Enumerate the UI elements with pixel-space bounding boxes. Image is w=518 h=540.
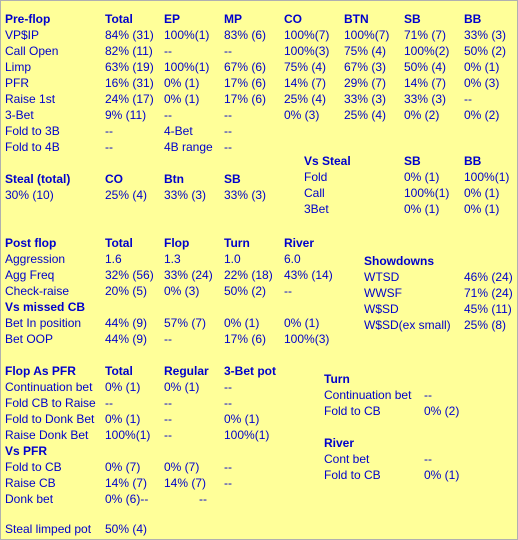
- preflop-cell: 29% (7): [344, 76, 387, 90]
- showdowns-value: 71% (24): [464, 286, 513, 300]
- preflop-cell: --: [224, 124, 232, 138]
- vs-steal-cell: 100%(1): [464, 170, 510, 184]
- showdowns-row-label: W$SD: [364, 302, 399, 316]
- postflop-col-header: Flop: [164, 236, 190, 250]
- flop-pfr-col-header: Regular: [164, 364, 209, 378]
- flop-pfr-cell: 0% (1): [164, 380, 200, 394]
- preflop-cell: 4-Bet: [164, 124, 193, 138]
- postflop-cell: 1.6: [105, 252, 122, 266]
- preflop-cell: 100%(7): [344, 28, 390, 42]
- missed-cb-cell: 0% (1): [224, 316, 260, 330]
- vs-pfr-cell: --: [224, 476, 232, 490]
- flop-pfr-cell: 100%(1): [105, 428, 151, 442]
- preflop-cell: --: [464, 92, 472, 106]
- preflop-cell: 0% (1): [164, 76, 200, 90]
- missed-cb-heading: Vs missed CB: [5, 300, 86, 314]
- preflop-col-header: Total: [105, 12, 133, 26]
- postflop-row-label: Check-raise: [5, 284, 70, 298]
- showdowns-row-label: WWSF: [364, 286, 402, 300]
- flop-pfr-cell: --: [164, 428, 172, 442]
- vs-pfr-row-label: Fold to CB: [5, 460, 62, 474]
- preflop-cell: 67% (6): [224, 60, 267, 74]
- vs-pfr-cell: 0% (7): [105, 460, 141, 474]
- river-row-label: Fold to CB: [324, 468, 381, 482]
- flop-pfr-col-header: 3-Bet pot: [224, 364, 276, 378]
- vs-pfr-cell: 0% (6)--: [105, 492, 149, 506]
- vs-steal-row-label: Fold: [304, 170, 328, 184]
- flop-pfr-cell: 0% (1): [105, 412, 141, 426]
- vs-steal-cell: 0% (1): [404, 170, 440, 184]
- flop-pfr-row-label: Fold to Donk Bet: [5, 412, 95, 426]
- preflop-cell: 100%(1): [164, 28, 210, 42]
- vs-pfr-heading: Vs PFR: [5, 444, 48, 458]
- vs-steal-heading: Vs Steal: [304, 154, 351, 168]
- preflop-cell: --: [105, 124, 113, 138]
- turn-row-label: Continuation bet: [324, 388, 412, 402]
- vs-steal-cell: 0% (1): [464, 186, 500, 200]
- postflop-cell: 6.0: [284, 252, 301, 266]
- steal-col-header: CO: [105, 172, 123, 186]
- preflop-cell: 9% (11): [105, 108, 147, 122]
- preflop-col-header: EP: [164, 12, 181, 26]
- showdowns-row-label: W$SD(ex small): [364, 318, 451, 332]
- flop-pfr-cell: 100%(1): [224, 428, 270, 442]
- showdowns-value: 25% (8): [464, 318, 507, 332]
- vs-steal-col-header: BB: [464, 154, 482, 168]
- preflop-cell: 33% (3): [344, 92, 387, 106]
- showdowns-value: 45% (11): [464, 302, 512, 316]
- postflop-col-header: Total: [105, 236, 133, 250]
- preflop-row-label: Raise 1st: [5, 92, 56, 106]
- vs-steal-row-label: Call: [304, 186, 325, 200]
- preflop-row-label: VP$IP: [5, 28, 40, 42]
- postflop-cell: 43% (14): [284, 268, 333, 282]
- preflop-row-label: 3-Bet: [5, 108, 34, 122]
- flop-pfr-cell: --: [105, 396, 113, 410]
- preflop-row-label: Call Open: [5, 44, 59, 58]
- preflop-cell: 14% (7): [404, 76, 447, 90]
- postflop-cell: 1.3: [164, 252, 181, 266]
- vs-pfr-cell: 14% (7): [105, 476, 148, 490]
- preflop-cell: 0% (1): [164, 92, 200, 106]
- preflop-col-header: MP: [224, 12, 242, 26]
- postflop-cell: 32% (56): [105, 268, 154, 282]
- preflop-cell: 0% (2): [404, 108, 440, 122]
- missed-cb-cell: 44% (9): [105, 332, 148, 346]
- postflop-heading: Post flop: [5, 236, 57, 250]
- flop-pfr-cell: --: [224, 380, 232, 394]
- vs-pfr-cell: 14% (7): [164, 476, 207, 490]
- postflop-cell: 22% (18): [224, 268, 273, 282]
- preflop-cell: 25% (4): [344, 108, 387, 122]
- preflop-row-label: Limp: [5, 60, 32, 74]
- preflop-cell: 71% (7): [404, 28, 447, 42]
- preflop-cell: 0% (2): [464, 108, 500, 122]
- turn-row-label: Fold to CB: [324, 404, 381, 418]
- preflop-cell: 4B range: [164, 140, 213, 154]
- showdowns-heading: Showdowns: [364, 254, 434, 268]
- preflop-cell: 16% (31): [105, 76, 154, 90]
- flop-pfr-heading: Flop As PFR: [5, 364, 76, 378]
- preflop-cell: 33% (3): [404, 92, 447, 106]
- preflop-cell: --: [224, 140, 232, 154]
- missed-cb-cell: 44% (9): [105, 316, 148, 330]
- missed-cb-cell: 57% (7): [164, 316, 207, 330]
- flop-pfr-cell: 0% (1): [224, 412, 260, 426]
- postflop-cell: 0% (3): [164, 284, 200, 298]
- preflop-cell: 24% (17): [105, 92, 154, 106]
- preflop-col-header: CO: [284, 12, 302, 26]
- vs-steal-col-header: SB: [404, 154, 421, 168]
- missed-cb-cell: 100%(3): [284, 332, 330, 346]
- preflop-col-header: BTN: [344, 12, 369, 26]
- vs-pfr-row-label: Donk bet: [5, 492, 54, 506]
- flop-pfr-row-label: Fold CB to Raise: [5, 396, 96, 410]
- preflop-cell: --: [164, 44, 172, 58]
- preflop-cell: 63% (19): [105, 60, 154, 74]
- steal-col-header: SB: [224, 172, 241, 186]
- postflop-cell: 50% (2): [224, 284, 267, 298]
- postflop-col-header: Turn: [224, 236, 250, 250]
- flop-pfr-cell: --: [224, 396, 232, 410]
- missed-cb-row-label: Bet In position: [5, 316, 82, 330]
- preflop-row-label: PFR: [5, 76, 29, 90]
- flop-pfr-row-label: Raise Donk Bet: [5, 428, 89, 442]
- missed-cb-cell: 17% (6): [224, 332, 267, 346]
- turn-heading: Turn: [324, 372, 350, 386]
- preflop-col-header: SB: [404, 12, 421, 26]
- preflop-col-header: BB: [464, 12, 482, 26]
- steal-limped-label: Steal limped pot: [5, 522, 92, 536]
- postflop-cell: 1.0: [224, 252, 241, 266]
- preflop-cell: 17% (6): [224, 92, 267, 106]
- vs-steal-cell: 0% (1): [464, 202, 500, 216]
- preflop-cell: 50% (4): [404, 60, 447, 74]
- postflop-col-header: River: [284, 236, 315, 250]
- vs-steal-row-label: 3Bet: [304, 202, 329, 216]
- missed-cb-row-label: Bet OOP: [5, 332, 54, 346]
- steal-heading: Steal (total): [5, 172, 71, 186]
- preflop-cell: 0% (1): [464, 60, 500, 74]
- flop-pfr-cell: 0% (1): [105, 380, 141, 394]
- vs-pfr-row-label: Raise CB: [5, 476, 56, 490]
- preflop-cell: 75% (4): [284, 60, 327, 74]
- vs-steal-cell: 0% (1): [404, 202, 440, 216]
- preflop-heading: Pre-flop: [5, 12, 51, 26]
- preflop-cell: 33% (3): [464, 28, 507, 42]
- preflop-cell: 100%(7): [284, 28, 330, 42]
- flop-pfr-cell: --: [164, 396, 172, 410]
- preflop-cell: 0% (3): [464, 76, 500, 90]
- steal-col-header: Btn: [164, 172, 184, 186]
- preflop-cell: 84% (31): [105, 28, 154, 42]
- showdowns-row-label: WTSD: [364, 270, 400, 284]
- preflop-cell: 67% (3): [344, 60, 387, 74]
- steal-cell: 33% (3): [164, 188, 207, 202]
- vs-steal-cell: 100%(1): [404, 186, 450, 200]
- missed-cb-cell: 0% (1): [284, 316, 320, 330]
- river-row-label: Cont bet: [324, 452, 370, 466]
- river-value: 0% (1): [424, 468, 460, 482]
- missed-cb-cell: --: [164, 332, 172, 346]
- preflop-row-label: Fold to 4B: [5, 140, 60, 154]
- vs-pfr-cell: --: [199, 492, 207, 506]
- postflop-row-label: Agg Freq: [5, 268, 55, 282]
- preflop-cell: 75% (4): [344, 44, 387, 58]
- river-heading: River: [324, 436, 355, 450]
- river-value: --: [424, 452, 432, 466]
- preflop-cell: --: [224, 44, 232, 58]
- showdowns-value: 46% (24): [464, 270, 513, 284]
- turn-value: --: [424, 388, 432, 402]
- flop-pfr-cell: --: [164, 412, 172, 426]
- postflop-cell: 33% (24): [164, 268, 213, 282]
- flop-pfr-row-label: Continuation bet: [5, 380, 93, 394]
- preflop-cell: 50% (2): [464, 44, 507, 58]
- steal-cell: 25% (4): [105, 188, 148, 202]
- preflop-cell: 0% (3): [284, 108, 320, 122]
- turn-value: 0% (2): [424, 404, 460, 418]
- vs-pfr-cell: 0% (7): [164, 460, 200, 474]
- preflop-cell: 83% (6): [224, 28, 267, 42]
- postflop-cell: --: [284, 284, 292, 298]
- preflop-cell: --: [224, 108, 232, 122]
- preflop-cell: 100%(2): [404, 44, 450, 58]
- preflop-cell: 17% (6): [224, 76, 267, 90]
- preflop-row-label: Fold to 3B: [5, 124, 60, 138]
- preflop-cell: 100%(1): [164, 60, 210, 74]
- postflop-row-label: Aggression: [5, 252, 66, 266]
- steal-cell: 33% (3): [224, 188, 267, 202]
- preflop-cell: 82% (11): [105, 44, 153, 58]
- steal-limped-value: 50% (4): [105, 522, 148, 536]
- preflop-cell: 25% (4): [284, 92, 327, 106]
- preflop-cell: --: [164, 108, 172, 122]
- postflop-cell: 20% (5): [105, 284, 148, 298]
- preflop-cell: 100%(3): [284, 44, 330, 58]
- flop-pfr-col-header: Total: [105, 364, 133, 378]
- preflop-cell: 14% (7): [284, 76, 327, 90]
- vs-pfr-cell: --: [224, 460, 232, 474]
- steal-total-value: 30% (10): [5, 188, 54, 202]
- preflop-cell: --: [105, 140, 113, 154]
